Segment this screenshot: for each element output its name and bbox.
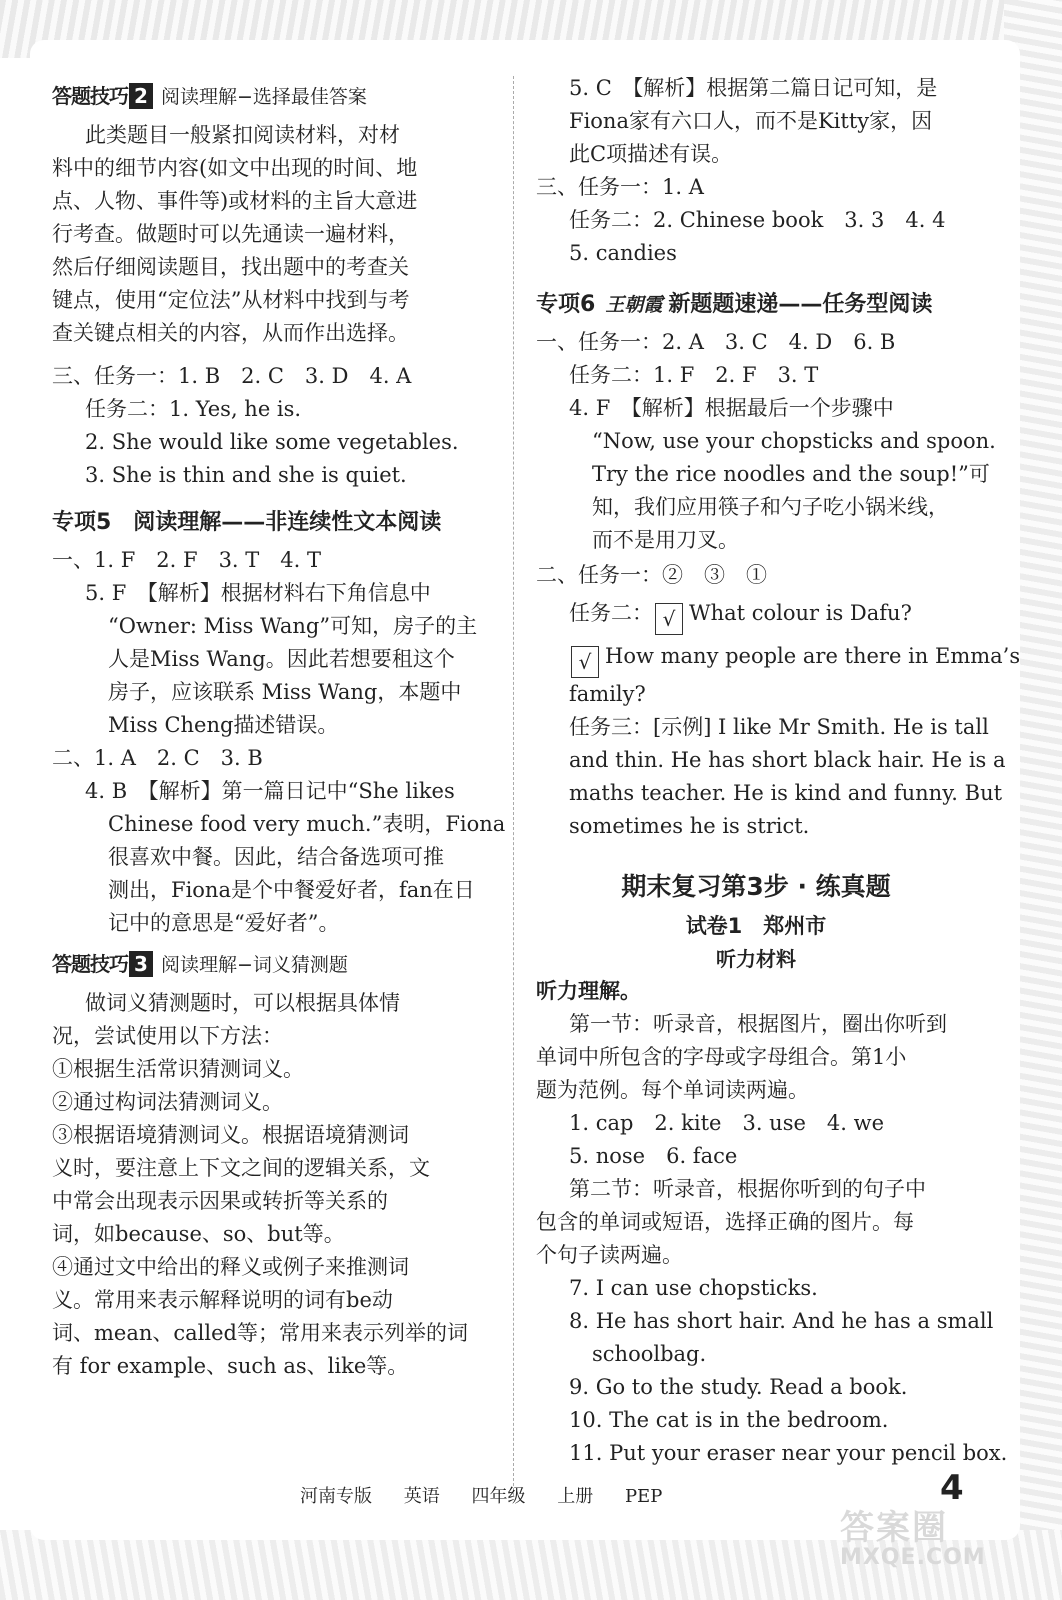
right-column (536, 72, 1021, 1470)
explanation-line: 测出，Fiona是个中餐爱好者，fan在日 (108, 878, 475, 902)
footer-subject: 英语 (403, 1486, 440, 1507)
left-column (52, 72, 506, 1383)
text-line: 查关键点相关的内容，从而作出选择。 (52, 321, 409, 345)
sentence: schoolbag. (592, 1342, 707, 1366)
explanation-line: Chinese food very much.”表明，Fiona (108, 812, 506, 836)
answer-line: 三、任务一：1. B 2. C 3. D 4. A (52, 364, 412, 388)
text-line: 题为范例。每个单词读两遍。 (536, 1078, 809, 1102)
footer-volume: 上册 (557, 1486, 594, 1507)
text-line: 包含的单词或短语，选择正确的图片。每 (536, 1210, 914, 1234)
check-box: √ (571, 646, 599, 678)
section-6-subtitle: 新题题速递——任务型阅读 (668, 292, 933, 317)
explanation-line: “Owner: Miss Wang”可知，房子的主 (108, 614, 478, 638)
tip-2-header (52, 78, 492, 115)
section-6-title (536, 284, 976, 326)
answer-line: and thin. He has short black hair. He is a (569, 748, 1006, 772)
text-line: 况，尝试使用以下方法： (52, 1024, 283, 1048)
answer-line (536, 635, 1021, 678)
text-line: 此类题目一般紧扣阅读材料，对材 (85, 123, 400, 147)
footer-version: PEP (624, 1486, 663, 1507)
tip-2-body (52, 119, 492, 350)
explanation-line: Fiona家有六口人，而不是Kitty家，因 (569, 109, 933, 133)
text-line: 有 for example、such as、like等。 (52, 1354, 409, 1378)
text-line: 然后仔细阅读题目，找出题中的考查关 (52, 255, 409, 279)
explanation-line: 很喜欢中餐。因此，结合备选项可推 (108, 845, 444, 869)
watermark (840, 1500, 986, 1570)
tip-tag: 答题技巧 (52, 952, 128, 976)
text-line: 行考查。做题时可以先通读一遍材料， (52, 222, 409, 246)
text-line: 点、人物、事件等)或材料的主旨大意进 (52, 189, 418, 213)
section-6-label: 专项6 (536, 292, 596, 317)
word-list: 5. nose 6. face (569, 1144, 738, 1168)
check-box: √ (655, 603, 683, 635)
text-line: ④通过文中给出的释义或例子来推测词 (52, 1255, 409, 1279)
answer-line: 任务二：2. Chinese book 3. 3 4. 4 (569, 208, 946, 232)
text-line: 第二节：听录音，根据你听到的句子中 (569, 1177, 926, 1201)
text-line: 义时，要注意上下文之间的逻辑关系，文 (52, 1156, 430, 1180)
answer-line: family? (569, 682, 646, 706)
text-line: 个句子读两遍。 (536, 1243, 683, 1267)
text-line: 单词中所包含的字母或字母组合。第1小 (536, 1045, 907, 1069)
text-line: ②通过构词法猜测词义。 (52, 1090, 283, 1114)
answer-line: 一、1. F 2. F 3. T 4. T (52, 548, 322, 572)
answer-line: 三、任务一：1. A (536, 175, 704, 199)
text-line: 义。常用来表示解释说明的词有be动 (52, 1288, 393, 1312)
answer-line: sometimes he is strict. (569, 814, 810, 838)
page-footer (300, 1482, 688, 1508)
explanation-line: 5. C 【解析】根据第二篇日记可知，是 (569, 76, 938, 100)
text-line: 词、mean、called等；常用来表示列举的词 (52, 1321, 468, 1345)
answer-line: 任务三：[示例] I like Mr Smith. He is tall (569, 715, 989, 739)
explanation-line: 5. F 【解析】根据材料右下角信息中 (85, 581, 431, 605)
question-text: How many people are there in Emma’s (605, 644, 1021, 668)
text-line: 键点，使用“定位法”从材料中找到与考 (52, 288, 410, 312)
tip-tag: 答题技巧 (52, 84, 128, 108)
column-divider (513, 76, 514, 1496)
sentence: 10. The cat is in the bedroom. (569, 1408, 889, 1432)
tip-number: 3 (129, 951, 153, 977)
tip-title: 阅读理解−选择最佳答案 (161, 86, 367, 108)
tip-number: 2 (129, 83, 153, 109)
word-list: 1. cap 2. kite 3. use 4. we (569, 1111, 885, 1135)
paper-title: 试卷1 郑州市 (685, 914, 827, 938)
explanation-line: 记中的意思是“爱好者”。 (108, 911, 340, 935)
sentence: 11. Put your eraser near your pencil box. (569, 1441, 1008, 1465)
brand-logo: 王朝霞 (605, 294, 663, 316)
text-line: 料中的细节内容(如文中出现的时间、地 (52, 156, 418, 180)
text-line: 做词义猜测题时，可以根据具体情 (85, 991, 400, 1015)
sentence: 9. Go to the study. Read a book. (569, 1375, 908, 1399)
answer-line: 任务二：1. Yes, he is. (85, 397, 302, 421)
chapter-title: 期末复习第3步 · 练真题 (621, 872, 891, 901)
page-number: 4 (940, 1468, 964, 1508)
text-line: 第一节：听录音，根据图片，圈出你听到 (569, 1012, 947, 1036)
task-label: 任务二： (569, 601, 653, 625)
sentence: 7. I can use chopsticks. (569, 1276, 818, 1300)
sentence: 8. He has short hair. And he has a small (569, 1309, 994, 1333)
answer-line: 二、1. A 2. C 3. B (52, 746, 263, 770)
answer-line: 5. candies (569, 241, 677, 265)
listening-heading: 听力理解。 (536, 979, 641, 1003)
watermark-text: 答案圈 (840, 1508, 948, 1548)
explanation-line: 房子，应该联系 Miss Wang，本题中 (108, 680, 462, 704)
footer-grade: 四年级 (471, 1486, 526, 1507)
explanation-line: 4. B 【解析】第一篇日记中“She likes (85, 779, 455, 803)
footer-edition: 河南专版 (300, 1486, 372, 1507)
explanation-line: “Now, use your chopsticks and spoon. (592, 429, 996, 453)
text-line: 词，如because、so、but等。 (52, 1222, 345, 1246)
tip-3-header (52, 946, 492, 983)
explanation-line: Miss Cheng描述错误。 (108, 713, 339, 737)
answer-line: 任务二：1. F 2. F 3. T (569, 363, 819, 387)
text-line: 中常会出现表示因果或转折等关系的 (52, 1189, 388, 1213)
answer-line: maths teacher. He is kind and funny. But (569, 781, 1003, 805)
explanation-line: 知，我们应用筷子和勺子吃小锅米线， (592, 495, 949, 519)
watermark-url: MXQE.COM (840, 1545, 986, 1570)
explanation-line: Try the rice noodles and the soup!”可 (592, 462, 990, 486)
answer-line: 一、任务一：2. A 3. C 4. D 6. B (536, 330, 896, 354)
answer-line: 3. She is thin and she is quiet. (85, 463, 407, 487)
question-text: What colour is Dafu? (689, 601, 912, 625)
explanation-line: 4. F 【解析】根据最后一个步骤中 (569, 396, 894, 420)
answer-line: 2. She would like some vegetables. (85, 430, 459, 454)
answer-line (536, 592, 976, 635)
explanation-line: 此C项描述有误。 (569, 142, 733, 166)
explanation-line: 而不是用刀叉。 (592, 528, 739, 552)
explanation-line: 人是Miss Wang。因此若想要租这个 (108, 647, 455, 671)
section-5-title: 专项5 阅读理解——非连续性文本阅读 (52, 510, 442, 535)
tip-3-body (52, 987, 492, 1383)
listening-title: 听力材料 (716, 947, 796, 971)
text-line: ①根据生活常识猜测词义。 (52, 1057, 304, 1081)
tip-title: 阅读理解−词义猜测题 (161, 954, 348, 976)
text-line: ③根据语境猜测词义。根据语境猜测词 (52, 1123, 409, 1147)
answer-line: 二、任务一：② ③ ① (536, 563, 767, 587)
